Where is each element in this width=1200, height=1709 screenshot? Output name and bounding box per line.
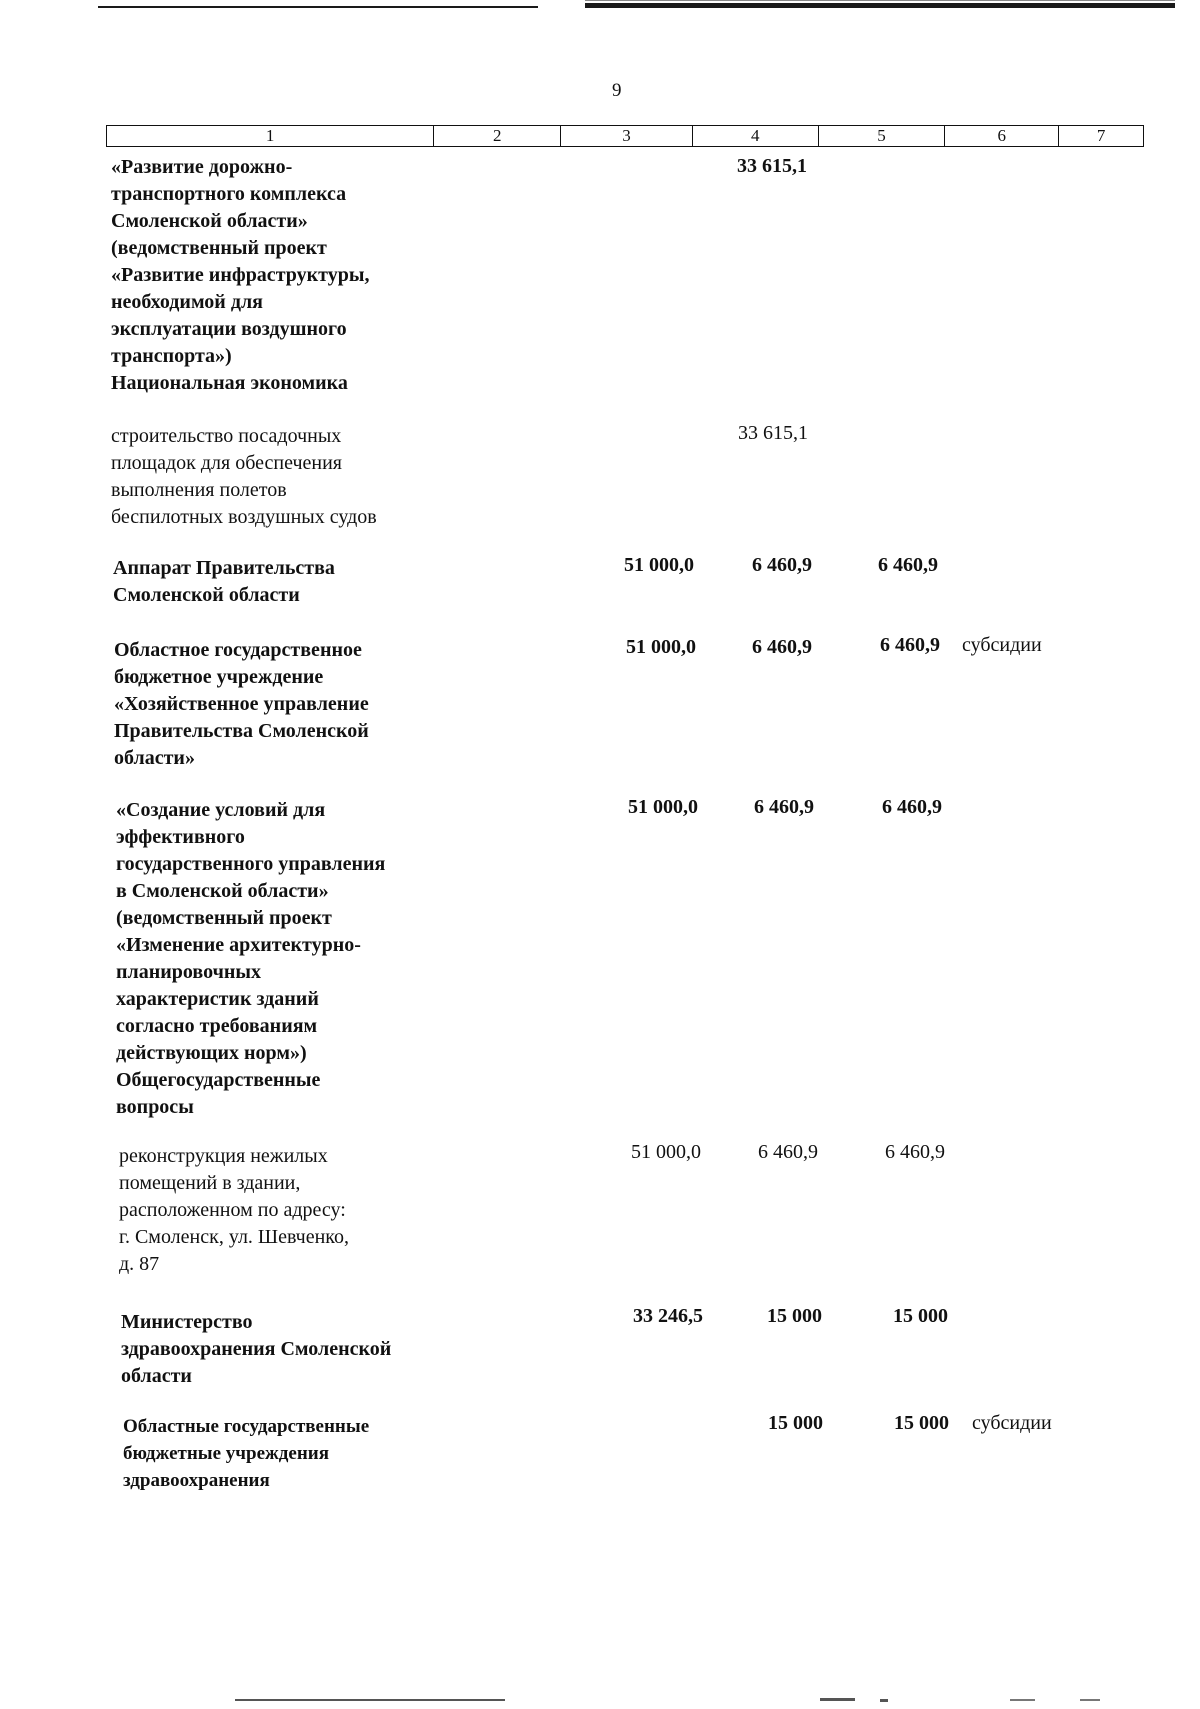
scan-bottom-noise	[880, 1699, 888, 1702]
row-7-name: Областные государственные бюджетные учреждения здравоохранения	[123, 1416, 370, 1491]
row-3-col6: субсидии	[962, 634, 1042, 656]
row-2-col4: 6 460,9	[752, 554, 812, 576]
row-4-col4: 6 460,9	[754, 796, 814, 818]
scan-bottom-noise	[1080, 1699, 1100, 1701]
table-header-row	[106, 125, 1144, 147]
row-5-col5: 6 460,9	[885, 1141, 945, 1163]
row-4-col5: 6 460,9	[882, 796, 942, 818]
row-6-col5: 15 000	[893, 1305, 948, 1327]
header-col-6: 6	[945, 126, 1059, 146]
row-1-col4: 33 615,1	[738, 422, 808, 444]
scan-bottom-noise	[820, 1698, 855, 1701]
row-4-col3: 51 000,0	[628, 796, 698, 818]
row-5-col3: 51 000,0	[631, 1141, 701, 1163]
row-6-col3: 33 246,5	[633, 1305, 703, 1327]
row-1-name: строительство посадочных площадок для обеспечения выполнения полетов беспилотных воздушных судов	[111, 425, 377, 528]
header-col-2: 2	[434, 126, 561, 146]
scan-top-line-right	[585, 3, 1175, 8]
row-3-col5: 6 460,9	[880, 634, 940, 656]
row-2-name: Аппарат Правительства Смоленской области	[113, 557, 335, 606]
row-5-name: реконструкция нежилых помещений в здании, расположенном по адресу: г. Смоленск, ул. Шевченко, д. 87	[119, 1145, 350, 1275]
scan-top-line-right-thin	[585, 0, 1175, 1]
row-0-col4: 33 615,1	[737, 155, 807, 177]
scan-top-line-left	[98, 6, 538, 8]
row-0-name: «Развитие дорожно- транспортного комплекса Смоленской области» (ведомственный проект «Развитие инфраструктуры, необходимой для эксплуатации воздушного транспорта») Национальная экономика	[111, 156, 370, 394]
row-7-col6: субсидии	[972, 1412, 1052, 1434]
row-3-col3: 51 000,0	[626, 636, 696, 658]
row-5-col4: 6 460,9	[758, 1141, 818, 1163]
row-3-name: Областное государственное бюджетное учреждение «Хозяйственное управление Правительства Смоленской области»	[114, 639, 369, 769]
row-7-col5: 15 000	[894, 1412, 949, 1434]
scan-bottom-noise	[1010, 1699, 1035, 1701]
row-2-col3: 51 000,0	[624, 554, 694, 576]
row-2-col5: 6 460,9	[878, 554, 938, 576]
row-6-col4: 15 000	[767, 1305, 822, 1327]
row-7-col4: 15 000	[768, 1412, 823, 1434]
row-4-name: «Создание условий для эффективного государственного управления в Смоленской области» (ведомственный проект «Изменение архитектурно- планировочных характеристик зданий согласно требованиям действующих норм») Общегосударственные вопросы	[116, 799, 386, 1118]
header-col-7: 7	[1096, 126, 1106, 145]
header-col-1: 1	[107, 126, 434, 146]
header-col-3: 3	[561, 126, 693, 146]
page-number: 9	[612, 80, 622, 101]
row-6-name: Министерство здравоохранения Смоленской области	[121, 1311, 392, 1387]
header-col-5: 5	[819, 126, 946, 146]
header-col-4: 4	[693, 126, 819, 146]
scan-bottom-noise	[235, 1699, 505, 1701]
row-3-col4: 6 460,9	[752, 636, 812, 658]
